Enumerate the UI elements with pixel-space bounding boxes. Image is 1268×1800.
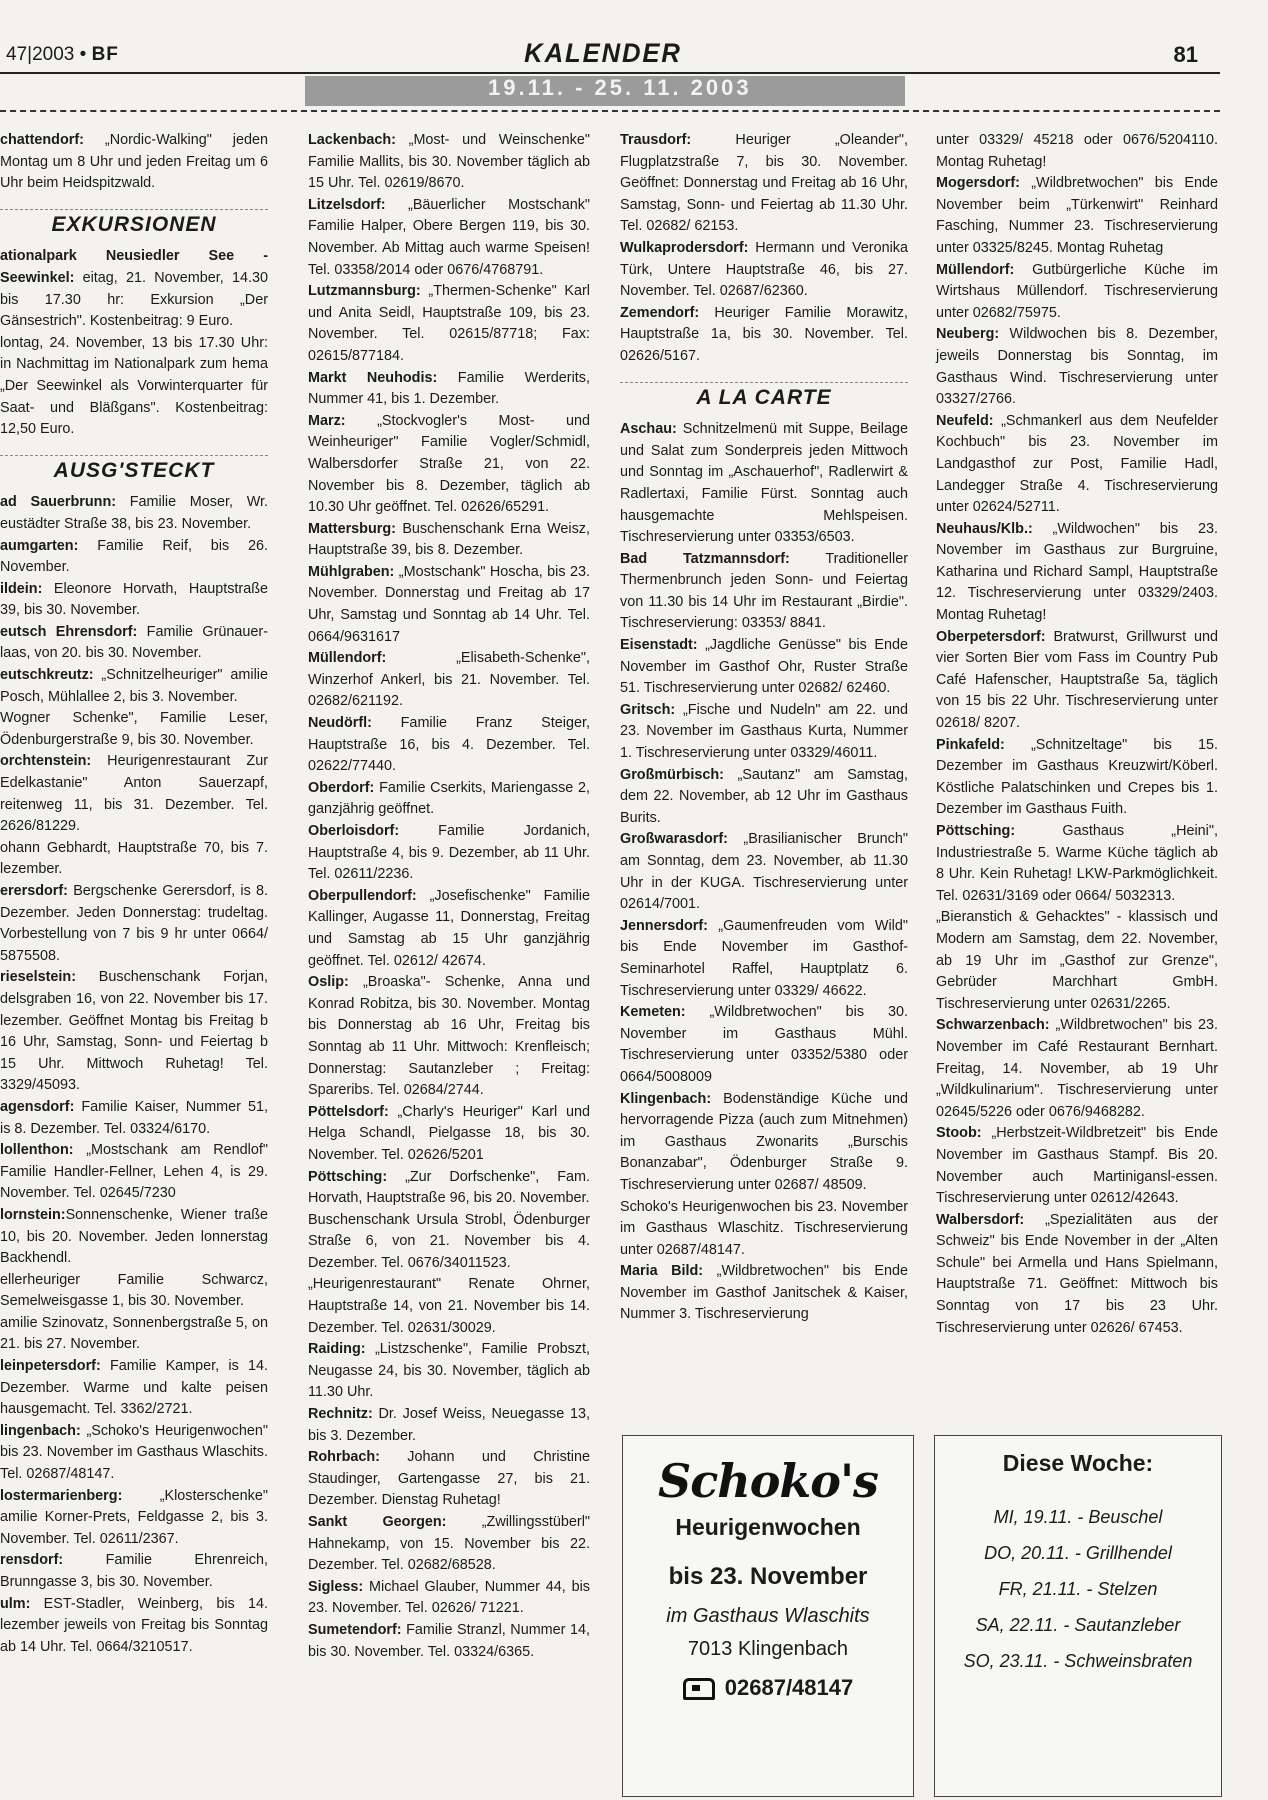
entry-text: „Bieranstich & Gehacktes" - klassisch und Modern am Samstag, dem 22. November, ab 19 Uhr im „Gasthof zur Grenze", Gebrüder Marchhart GmbH. Tischreservierung unter 02631/2265. [936, 909, 1218, 1012]
entry-place: Müllendorf: [308, 650, 387, 667]
entry-place: Sankt Georgen: [308, 1514, 447, 1530]
calendar-entry [936, 735, 1218, 821]
entry-text: Heuriger Familie Morawitz, Hauptstraße 1a, bis 30. November. Tel. 02626/5167. [620, 304, 908, 364]
calendar-entry [936, 627, 1218, 735]
ad-box-schokos [622, 1435, 914, 1797]
calendar-entry [0, 665, 268, 708]
entry-text: EST-Stadler, Weinberg, bis 14. lezember jeweils von Freitag bis Sonntag ab 14 Uhr. Tel. 0664/3210517. [0, 1595, 268, 1655]
calendar-entry [308, 1577, 590, 1620]
entry-text: Bratwurst, Grillwurst und vier Sorten Bier vom Fass im Country Pub Café Hafenscher, Hauptstraße 5a, täglich von 15 bis 22 Uhr. Tischreservierung unter 02618/ 8207. [936, 628, 1218, 732]
calendar-entry [936, 821, 1218, 907]
entry-place: eutschkreutz: [0, 667, 94, 684]
entry-text: „Broaska"- Schenke, Anna und Konrad Robitza, bis 30. November. Montag bis Donnerstag ab 16 Uhr, Freitag bis Sonntag ab 11 Uhr. Mittwoch: Krenfleisch; Donnerstag: Sautanzleber ; Freitag: Spareribs. Tel. 02684/2744. [308, 974, 590, 1099]
ad-place: im Gasthaus Wlaschits [666, 1605, 870, 1627]
ad-until: bis 23. November [668, 1563, 868, 1590]
entry-text: Familie Franz Steiger, Hauptstraße 16, bis 4. Dezember. Tel. 02622/77440. [308, 715, 590, 775]
menu-day: MI, 19.11. - Beuschel [993, 1507, 1163, 1527]
phone-icon [683, 1678, 715, 1700]
entry-place: Müllendorf: [936, 261, 1015, 278]
calendar-entry [0, 967, 268, 1097]
entry-text: Michael Glauber, Nummer 44, bis 23. November. Tel. 02626/ 71221. [308, 1578, 590, 1617]
calendar-entry [308, 411, 590, 519]
page-number: 81 [1173, 42, 1198, 67]
entry-place: Eisenstadt: [620, 637, 698, 654]
calendar-entry [620, 130, 908, 238]
entry-text: ellerheuriger Familie Schwarcz, Semelweisgasse 1, bis 30. November. [0, 1271, 268, 1310]
page-header [0, 38, 1220, 74]
section-heading [0, 455, 268, 485]
calendar-entry [0, 751, 268, 837]
entry-place: Großmürbisch: [620, 766, 724, 783]
entry-place: Walbersdorf: [936, 1211, 1025, 1228]
calendar-entry [308, 972, 590, 1102]
entry-place: Stoob: [936, 1125, 982, 1142]
entry-text: eitag, 21. November, 14.30 bis 17.30 hr: Exkursion „Der Gänsestrich". Kostenbeitrag: 9 Euro. [0, 269, 268, 330]
entry-place: Gritsch: [620, 701, 676, 718]
entry-text: Bergschenke Gerersdorf, is 8. Dezember. Jeden Donnerstag: trudeltag. Vorbestellung von 7 bis 9 hr unter 0664/ 5875508. [0, 883, 268, 964]
calendar-entry [308, 886, 590, 972]
calendar-entry [0, 1486, 268, 1551]
entry-place: ationalpark Neusiedler See - Seewinkel: [0, 248, 268, 286]
entry-place: Mattersburg: [308, 520, 396, 537]
entry-place: Mühlgraben: [308, 563, 395, 580]
entry-text: „Wildbretwochen" bis 30. November im Gasthaus Mühl. Tischreservierung unter 03352/5380 oder 0664/5008009 [620, 1004, 908, 1085]
entry-place: Wulkaprodersdorf: [620, 239, 749, 256]
entry-text: Familie Cserkits, Mariengasse 2, ganzjährig geöffnet. [308, 779, 590, 818]
weekly-menu-box [934, 1435, 1222, 1797]
entry-text: unter 03329/ 45218 oder 0676/5204110. Montag Ruhetag! [936, 132, 1218, 170]
entry-place: Neuhaus/Klb.: [936, 520, 1033, 537]
section-heading [0, 209, 268, 239]
entry-text: Familie Werderits, Nummer 41, bis 1. Dezember. [308, 369, 590, 408]
calendar-entry [936, 907, 1218, 1015]
calendar-entry [620, 700, 908, 765]
calendar-entry [0, 130, 268, 195]
entry-text: „Wildbretwochen" bis 23. November im Café Restaurant Bernhart. Freitag, 14. November, ab 19 Uhr „Wildkulinarium". Tischreservierung unter 02645/5226 oder 0676/9468282. [936, 1017, 1218, 1120]
ad-logo: Schoko's [658, 1454, 878, 1508]
entry-text: „Most- und Weinschenke" Familie Mallits, bis 30. November täglich ab 15 Uhr. Tel. 02619/8670. [308, 132, 590, 192]
calendar-entry [0, 881, 268, 967]
entry-place: ulm: [0, 1595, 31, 1612]
entry-place: Großwarasdorf: [620, 831, 728, 848]
entry-text: ohann Gebhardt, Hauptstraße 70, bis 7. lezember. [0, 839, 268, 878]
entry-text: Buschenschank Forjan, delsgraben 16, von 22. November bis 17. lezember. Geöffnet Montag bis Freitag b 16 Uhr, Samstag, Sonn- und Feiertag b 15 Uhr. Mittwoch Ruhetag! Tel. 3329/45093. [0, 969, 268, 1094]
entry-text: Familie Ehrenreich, Brunngasse 3, bis 30. November. [0, 1552, 268, 1590]
calendar-entry [620, 916, 908, 1002]
entry-place: Sumetendorf: [308, 1621, 402, 1638]
calendar-entry [936, 1123, 1218, 1209]
calendar-entry [308, 368, 590, 411]
date-range: 19.11. - 25. 11. 2003 [488, 75, 752, 100]
calendar-entry [308, 1167, 590, 1210]
entry-place: Lutzmannsburg: [308, 283, 421, 300]
entry-place: Oberpetersdorf: [936, 628, 1046, 645]
calendar-entry [0, 1594, 268, 1659]
entry-place: Oberdorf: [308, 779, 375, 796]
entry-text: Schnitzelmenü mit Suppe, Beilage und Salat zum Sonderpreis jeden Mittwoch und Sonntag im „Aschauerhof", Radlerwirt & Radlertaxi, Familie Fürst. Sonntag auch hausgemachte Mehlspeisen. Tischreservierung unter 03353/6503. [620, 421, 908, 546]
calendar-entry [308, 1404, 590, 1447]
entry-place: lornstein: [0, 1206, 66, 1223]
entry-text: Heurigenrestaurant Zur Edelkastanie" Anton Sauerzapf, reitenweg 11, bis 31. Dezember. Tel. 2626/81229. [0, 753, 268, 835]
entry-place: aumgarten: [0, 537, 79, 554]
entry-place: Neudörfl: [308, 715, 372, 732]
ad-phone-number: 02687/48147 [724, 1675, 854, 1700]
entry-place: orchtenstein: [0, 753, 92, 770]
entry-text: „Josefischenke" Familie Kallinger, Augasse 11, Donnerstag, Freitag und Samstag ab 15 Uhr ganzjährig geöffnet. Tel. 02612/ 42674. [308, 887, 590, 969]
column-3 [620, 130, 908, 1326]
entry-text: Eleonore Horvath, Hauptstraße 39, bis 30. November. [0, 580, 268, 619]
entry-place: Pöttelsdorf: [308, 1103, 389, 1120]
calendar-entry [308, 519, 590, 562]
entry-text: Gasthaus „Heini", Industriestraße 5. Warme Küche täglich ab 8 Uhr. Kein Ruhetag! LKW-Parkmöglichkeit. Tel. 02631/3169 oder 0664/ 5032313. [936, 823, 1218, 904]
entry-text: lontag, 24. November, 13 bis 17.30 Uhr: in Nachmittag im Nationalpark zum hema „Der Seewinkel als Vorwinterquarter für Saat- und Bläßgans". Kostenbeitrag: 12,50 Euro. [0, 334, 268, 438]
calendar-entry [620, 1002, 908, 1088]
entry-place: Jennersdorf: [620, 917, 708, 934]
entry-text: „Schnitzelheuriger" amilie Posch, Mühlallee 2, bis 3. November. [0, 667, 268, 705]
entry-place: Neuberg: [936, 326, 1000, 343]
entry-text: „Spezialitäten aus der Schweiz" bis Ende November in der „Alten Schule" bei Armella und Hans Spielmann, Hauptstraße 71. Geöffnet: Mittwoch bis Sonntag von 17 bis 23 Uhr. Tischreservierung unter 02626/ 67453. [936, 1211, 1218, 1336]
calendar-entry [936, 1015, 1218, 1123]
calendar-entry [308, 778, 590, 821]
entry-text: „Zur Dorfschenke", Fam. Horvath, Hauptstraße 96, bis 20. November. [308, 1168, 590, 1207]
entry-place: Maria Bild: [620, 1263, 704, 1280]
entry-place: Schwarzenbach: [936, 1017, 1050, 1034]
entry-place: rieselstein: [0, 969, 76, 986]
entry-text: Hermann und Veronika Türk, Untere Hauptstraße 46, bis 27. November. Tel. 02687/62360. [620, 239, 908, 300]
column-4 [936, 130, 1218, 1339]
entry-place: Sigless: [308, 1578, 364, 1595]
entry-text: Familie Jordanich, Hauptstraße 4, bis 9. Dezember, ab 11 Uhr. Tel. 02611/2236. [308, 823, 590, 883]
entry-text: „Schnitzeltage" bis 15. Dezember im Gasthaus Kreuzwirt/Köberl. Köstliche Palatschinken und Crepes bis 1. Dezember im Gasthaus Fuith. [936, 736, 1218, 818]
calendar-entry [308, 281, 590, 367]
issue-number: 47|2003 [6, 44, 75, 65]
calendar-entry [308, 821, 590, 886]
entry-place: Bad Tatzmannsdorf: [620, 550, 790, 567]
calendar-entry [620, 1089, 908, 1197]
entry-text: Traditioneller Thermenbrunch jeden Sonn- und Feiertag von 11.30 bis 14 Uhr im Restaurant „Birdie". Tischreservierung: 03353/ 8841. [620, 550, 908, 632]
entry-text: Buschenschank Erna Weisz, Hauptstraße 39, bis 8. Dezember. [308, 520, 590, 559]
entry-text: „Jagdliche Genüsse" bis Ende November im Gasthof Ohr, Ruster Straße 51. Tischreservierung unter 02682/ 62460. [620, 637, 908, 697]
calendar-entry [936, 519, 1218, 627]
entry-place: Pinkafeld: [936, 736, 1005, 753]
entry-place: Neufeld: [936, 412, 994, 429]
entry-text: Bodenständige Küche und hervorragende Pizza (auch zum Mitnehmen) im Gasthaus Zwonarits „Burschis Bonanzabar", Ödenburger Straße 9. Tischreservierung unter 02687/ 48509. [620, 1090, 908, 1193]
section-heading-label: AUSG'STECKT [53, 458, 215, 482]
entry-text: Buschenschank Ursula Strobl, Ödenburger Straße 6, von 21. November bis 4. Dezember. Tel. 0676/34011523. [308, 1211, 590, 1271]
calendar-entry [0, 333, 268, 441]
menu-day: DO, 20.11. - Grillhendel [984, 1543, 1172, 1563]
calendar-entry [0, 1313, 268, 1356]
entry-place: Zemendorf: [620, 304, 700, 321]
calendar-entry [620, 1197, 908, 1262]
section-title: KALENDER [524, 38, 682, 68]
calendar-entry [308, 1274, 590, 1339]
calendar-entry [936, 1210, 1218, 1340]
entry-text: „Bäuerlicher Mostschank" Familie Halper, Obere Bergen 119, bis 30. November. Ab Mittag auch warme Speisen! Tel. 03358/2014 oder 0676/4768791. [308, 196, 590, 278]
calendar-entry [620, 419, 908, 549]
entry-text: amilie Szinovatz, Sonnenbergstraße 5, on 21. bis 27. November. [0, 1314, 268, 1353]
ad-phone [623, 1675, 913, 1701]
entry-text: „Elisabeth-Schenke", Winzerhof Ankerl, bis 21. November. Tel. 02682/621192. [308, 650, 590, 710]
calendar-entry [308, 1620, 590, 1663]
entry-text: „Gaumenfreuden vom Wild" bis Ende November im Gasthof-Seminarhotel Raffel, Hauptplatz 6. Tischreservierung unter 03329/ 46622. [620, 917, 908, 999]
calendar-entry [308, 713, 590, 778]
entry-text: „Brasilianischer Brunch" am Sonntag, dem 23. November, ab 11.30 Uhr in der KUGA. Tischreservierung unter 02614/7001. [620, 831, 908, 913]
entry-place: chattendorf: [0, 132, 84, 148]
entry-text: Gutbürgerliche Küche im Wirtshaus Müllendorf. Tischreservierung unter 02682/75975. [936, 261, 1218, 321]
calendar-entry [0, 1421, 268, 1486]
section-heading [620, 382, 908, 412]
calendar-entry [308, 562, 590, 648]
entry-place: Markt Neuhodis: [308, 369, 438, 386]
entry-text: Familie Stranzl, Nummer 14, bis 30. November. Tel. 03324/6365. [308, 1621, 590, 1660]
entry-place: Oslip: [308, 974, 349, 991]
entry-place: Kemeten: [620, 1004, 686, 1021]
entry-text: „Stockvogler's Most- und Weinheuriger" Familie Vogler/Schmidl, Walbersdorfer Straße 21, von 22. November bis 8. Dezember, täglich ab 10.30 Uhr geöffnet. Tel. 02626/65291. [308, 412, 590, 516]
calendar-entry [0, 536, 268, 579]
entry-text: „Listzschenke", Familie Probszt, Neugasse 24, bis 30. November, täglich ab 11.30 Uhr. [308, 1341, 590, 1401]
publication-name: BF [91, 44, 119, 65]
entry-place: lollenthon: [0, 1142, 74, 1159]
calendar-entry [0, 838, 268, 881]
entry-place: leinpetersdorf: [0, 1358, 101, 1375]
entry-place: Trausdorf: [620, 132, 692, 148]
calendar-entry [620, 635, 908, 700]
ad-subtitle: Heurigenwochen [675, 1514, 861, 1540]
entry-place: Oberpullendorf: [308, 887, 417, 904]
entry-text: „Thermen-Schenke" Karl und Anita Seidl, Hauptstraße 109, bis 23. November. Tel. 02615/87718; Fax: 02615/877184. [308, 283, 590, 364]
entry-text: „Herbstzeit-Wildbretzeit" bis Ende November im Gasthaus Stampf. Bis 20. November auch Martinigansl-essen. Tischreservierung unter 02612/42643. [936, 1125, 1218, 1207]
entry-place: Raiding: [308, 1341, 366, 1358]
entry-place: erersdorf: [0, 883, 68, 899]
entry-place: Litzelsdorf: [308, 196, 386, 213]
entry-text: Familie Kaiser, Nummer 51, is 8. Dezember. Tel. 03324/6170. [0, 1098, 268, 1137]
entry-text: „Wildbretwochen" bis Ende November im Gasthof Janitschek & Kaiser, Nummer 3. Tischreservierung [620, 1263, 909, 1323]
calendar-entry [308, 1102, 590, 1167]
entry-place: ildein: [0, 580, 43, 597]
calendar-entry [936, 260, 1218, 325]
entry-place: Lackenbach: [308, 132, 396, 148]
calendar-entry [308, 1512, 590, 1577]
entry-place: Oberloisdorf: [308, 823, 400, 839]
dashed-divider [0, 110, 1220, 112]
calendar-entry [936, 130, 1218, 173]
menu-day: SO, 23.11. - Schweinsbraten [963, 1651, 1193, 1671]
entry-place: eutsch Ehrensdorf: [0, 623, 138, 640]
calendar-entry [308, 130, 590, 195]
calendar-entry [620, 238, 908, 303]
calendar-entry [0, 1356, 268, 1421]
entry-text: „Charly's Heuriger" Karl und Helga Schandl, Pielgasse 18, bis 30. November. Tel. 02626/5201 [308, 1103, 590, 1163]
calendar-entry [620, 303, 908, 368]
calendar-entry [0, 1550, 268, 1593]
weekly-menu-title: Diese Woche: [1002, 1450, 1154, 1476]
entry-text: „Heurigenrestaurant" Renate Ohrner, Hauptstraße 14, von 21. November bis 14. Dezember. Tel. 02631/30029. [308, 1276, 590, 1336]
entry-place: Mogersdorf: [936, 175, 1020, 192]
entry-text: Heuriger „Oleander", Flugplatzstraße 7, bis 30. November. Geöffnet: Donnerstag und Freitag ab 16 Uhr, Samstag, Sonn- und Feiertag ab 11.30 Uhr. Tel. 02682/ 62153. [620, 132, 908, 235]
entry-text: Schoko's Heurigenwochen bis 23. November im Gasthaus Wlaschitz. Tischreservierung unter 02687/48147. [620, 1198, 908, 1258]
entry-place: ad Sauerbrunn: [0, 494, 117, 511]
entry-place: Rohrbach: [308, 1449, 380, 1466]
calendar-entry [0, 1205, 268, 1270]
calendar-entry [936, 173, 1218, 259]
entry-place: Aschau: [620, 421, 677, 438]
entry-text: „Mostschank" Hoscha, bis 23. November. Donnerstag und Freitag ab 17 Uhr, Samstag und Sonntag ab 14 Uhr. Tel. 0664/9631617 [308, 563, 590, 645]
entry-text: „Klosterschenke" amilie Korner-Prets, Feldgasse 2, bis 3. November. Tel. 02611/2367. [0, 1487, 268, 1547]
calendar-entry [0, 1140, 268, 1205]
header-rule [0, 72, 1220, 74]
entry-place: agensdorf: [0, 1098, 75, 1115]
entry-place: lostermarienberg: [0, 1487, 123, 1504]
calendar-entry [308, 195, 590, 281]
entry-text: „Schoko's Heurigenwochen" bis 23. November im Gasthaus Wlaschits. Tel. 02687/48147. [0, 1422, 268, 1483]
entry-text: „Fische und Nudeln" am 22. und 23. November im Gasthaus Kurta, Nummer 1. Tischreservierung unter 03329/46011. [620, 701, 908, 762]
calendar-entry [936, 411, 1218, 519]
column-1 [0, 130, 268, 1658]
entry-place: Rechnitz: [308, 1406, 373, 1423]
calendar-entry [0, 708, 268, 751]
calendar-entry [0, 579, 268, 622]
entry-text: Dr. Josef Weiss, Neuegasse 13, bis 3. Dezember. [308, 1406, 590, 1444]
entry-text: Familie Moser, Wr. eustädter Straße 38, bis 23. November. [0, 494, 269, 532]
entry-text: Wogner Schenke", Familie Leser, Ödenburgerstraße 9, bis 30. November. [0, 710, 268, 748]
calendar-entry [620, 549, 908, 635]
entry-text: Familie Grünauer-laas, von 20. bis 30. November. [0, 623, 269, 662]
calendar-entry [0, 492, 268, 535]
entry-text: „Schmankerl aus dem Neufelder Kochbuch" bis 23. November im Landgasthof zur Post, Familie Hadl, Landegger Straße 4. Tischreservierung unter 02624/52711. [936, 412, 1218, 516]
entry-text: „Wildbretwochen" bis Ende November beim „Türkenwirt" Reinhard Fasching, Nummer 23. Tischreservierung unter 03325/8245. Montag Ruhetag [936, 175, 1218, 256]
entry-place: rensdorf: [0, 1552, 64, 1569]
ad-town: 7013 Klingenbach [687, 1638, 849, 1660]
calendar-entry [620, 1261, 908, 1326]
calendar-entry [308, 1339, 590, 1404]
entry-text: „Mostschank am Rendlof" Familie Handler-Fellner, Lehen 4, is 29. November. Tel. 02645/7230 [0, 1142, 268, 1202]
section-heading-label: A LA CARTE [696, 385, 832, 409]
calendar-entry [936, 324, 1218, 410]
entry-text: „Sautanz" am Samstag, dem 22. November, ab 12 Uhr im Gasthaus Burits. [620, 766, 908, 826]
entry-text: „Nordic-Walking" jeden Montag um 8 Uhr und jeden Freitag um 6 Uhr beim Heidspitzwald. [0, 132, 268, 192]
calendar-entry [308, 1210, 590, 1275]
calendar-entry [0, 1097, 268, 1140]
issue-label: 47|2003 • BF [6, 44, 119, 65]
entry-place: Marz: [308, 412, 346, 429]
entry-text: Sonnenschenke, Wiener traße 10, bis 20. November. Jeden lonnerstag Backhendl. [0, 1206, 268, 1267]
column-2 [308, 130, 590, 1663]
calendar-entry [0, 1270, 268, 1313]
entry-text: „Wildwochen" bis 23. November im Gasthaus zur Burgruine, Katharina und Richard Sampl, Hauptstraße 12. Tischreservierung unter 03329/2403. Montag Ruhetag! [936, 520, 1218, 624]
entry-text: Johann und Christine Staudinger, Gartengasse 27, bis 21. Dezember. Dienstag Ruhetag! [308, 1449, 590, 1509]
calendar-entry [308, 648, 590, 713]
entry-text: Familie Reif, bis 26. November. [0, 537, 268, 576]
entry-text: „Zwillingsstüberl" Hahnekamp, von 15. November bis 22. Dezember. Tel. 02682/68528. [308, 1514, 591, 1574]
entry-place: Klingenbach: [620, 1090, 712, 1107]
calendar-entry [620, 765, 908, 830]
calendar-entry [0, 622, 268, 665]
menu-day: SA, 22.11. - Sautanzleber [975, 1615, 1181, 1635]
entry-place: Pöttsching: [936, 823, 1016, 839]
entry-place: Pöttsching: [308, 1168, 388, 1185]
entry-text: Wildwochen bis 8. Dezember, jeweils Donnerstag bis Sonntag, im Gasthaus Wind. Tischreservierung unter 03327/2766. [936, 326, 1218, 408]
calendar-entry [620, 829, 908, 915]
calendar-entry [308, 1447, 590, 1512]
menu-day: FR, 21.11. - Stelzen [998, 1579, 1158, 1599]
section-heading-label: EXKURSIONEN [51, 212, 217, 236]
entry-place: lingenbach: [0, 1422, 81, 1439]
calendar-entry [0, 246, 268, 332]
entry-text: Familie Kamper, is 14. Dezember. Warme und kalte peisen hausgemacht. Tel. 3362/2721. [0, 1358, 268, 1418]
